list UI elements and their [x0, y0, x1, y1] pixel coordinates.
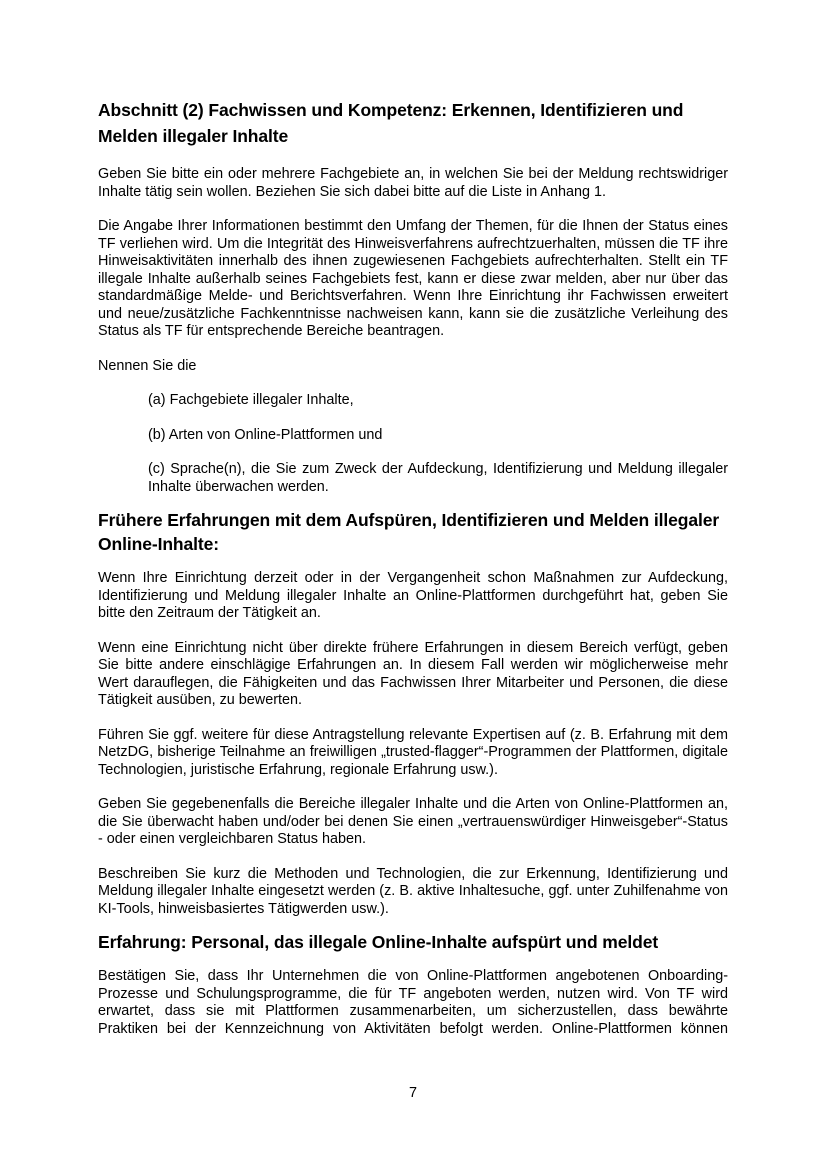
section-title-expertise: Abschnitt (2) Fachwissen und Kompetenz: Erkennen, Identifizieren und Melden illegaler Inhalte: [98, 100, 684, 146]
section-title-previous-experience: Frühere Erfahrungen mit dem Aufspüren, Identifizieren und Melden illegaler Online-Inhalte:: [98, 510, 720, 554]
list-item: (a) Fachgebiete illegaler Inhalte,: [148, 392, 354, 408]
page-number: 7: [408, 1085, 417, 1101]
list-item: (b) Arten von Online-Plattformen und: [148, 426, 383, 443]
paragraph: Geben Sie bitte ein oder mehrere Fachgebiete an, in welchen Sie bei der Meldung rechtswidriger Inhalte tätig sein wollen. Beziehen Sie sich dabei bitte auf die Liste in Anhang 1.: [98, 166, 728, 200]
paragraph: Wenn Ihre Einrichtung derzeit oder in der Vergangenheit schon Maßnahmen zur Aufdeckung, Identifizierung und Meldung illegaler Inhalte an Online-Plattformen durchgeführt hat, geben Sie bitte den Zeitraum der Tätigkeit an.: [98, 570, 728, 621]
paragraph: Bestätigen Sie, dass Ihr Unternehmen die von Online-Plattformen angebotenen Onboarding-Prozesse und Schulungsprogramme, die für TF angeboten werden, nutzen wird. Von TF wird erwartet, dass sie mit Plattformen zusammenarbeiten, um sicherzustellen, dass bewährte Praktiken bei der Kennzeichnung von Aktivitäten befolgt werden. Online-Plattformen können: [98, 968, 728, 1037]
paragraph: Geben Sie gegebenenfalls die Bereiche illegaler Inhalte und die Arten von Online-Plattformen an, die Sie überwacht haben und/oder bei denen Sie einen „vertrauenswürdiger Hinweisgeber“-Status - oder einen vergleichbaren Status haben.: [98, 796, 728, 847]
paragraph: Beschreiben Sie kurz die Methoden und Technologien, die zur Erkennung, Identifizierung und Meldung illegaler Inhalte eingesetzt werden (z. B. aktive Inhaltesuche, ggf. unter Zuhilfenahme von KI-Tools, hinweisbasiertes Tätigwerden usw.).: [98, 865, 728, 917]
paragraph: Die Angabe Ihrer Informationen bestimmt den Umfang der Themen, für die Ihnen der Status eines TF verliehen wird. Um die Integrität des Hinweisverfahrens aufrechtzuerhalten, müssen die TF ihre Hinweisaktivitäten innerhalb des ihnen zugewiesenen Fachgebiets aufrechterhalten. Stellt ein TF illegale Inhalte außerhalb seines Fachgebiets fest, kann er diese zwar melden, aber nur über das standardmäßige Melde- und Berichtsverfahren. Wenn Ihre Einrichtung ihr Fachwissen erweitert und neue/zusätzliche Fachkenntnisse nachweisen kann, kann sie die zusätzliche Verleihung des Status als TF für entsprechende Bereiche beantragen.: [98, 218, 728, 339]
requirements-list: [98, 392, 728, 496]
paragraph: Führen Sie ggf. weitere für diese Antragstellung relevante Expertisen auf (z. B. Erfahrung mit dem NetzDG, bisherige Teilnahme an freiwilligen „trusted-flagger“-Programmen der Plattformen, digitale Technologien, juristische Erfahrung, regionale Erfahrung usw.).: [98, 726, 728, 778]
section-title-staff-experience: Erfahrung: Personal, das illegale Online-Inhalte aufspürt und meldet: [98, 932, 659, 952]
list-item: (c) Sprache(n), die Sie zum Zweck der Aufdeckung, Identifizierung und Meldung illegaler Inhalte überwachen werden.: [148, 461, 728, 495]
paragraph: Nennen Sie die: [98, 357, 197, 374]
page-content: [98, 97, 728, 1038]
paragraph: Wenn eine Einrichtung nicht über direkte frühere Erfahrungen in diesem Bereich verfügt, geben Sie bitte andere einschlägige Erfahrungen an. In diesem Fall werden wir möglicherweise mehr Wert darauflegen, die Fähigkeiten und das Fachwissen Ihrer Mitarbeiter und Personen, die diese Tätigkeit ausüben, zu bewerten.: [98, 639, 728, 708]
